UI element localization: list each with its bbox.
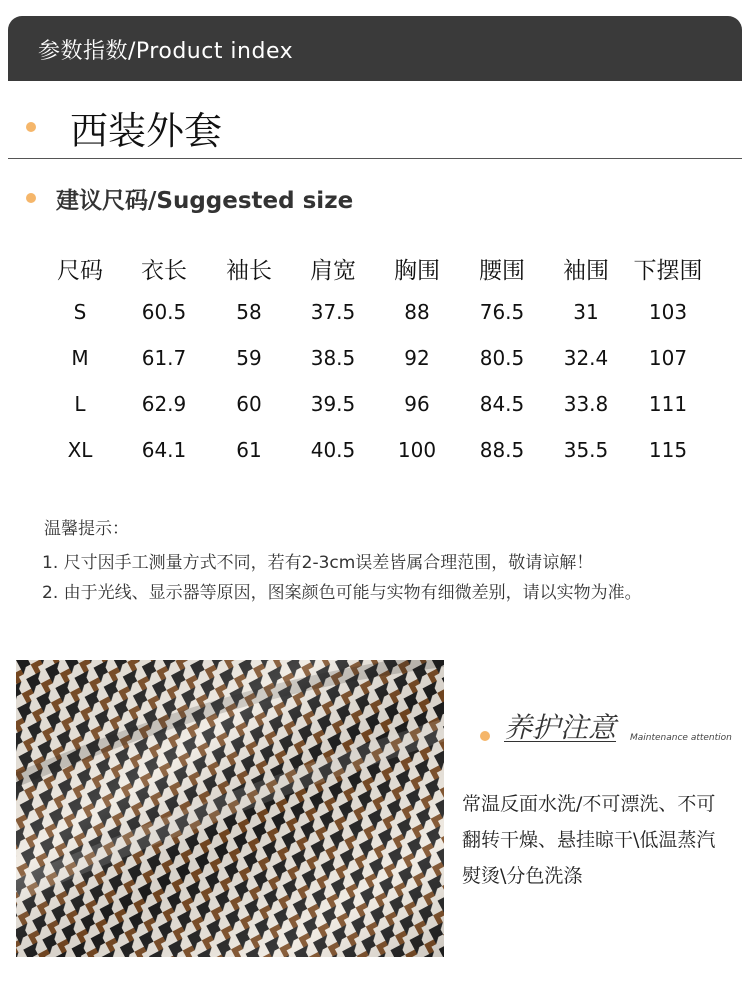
care-line: 常温反面水洗/不可漂洗、不可 <box>462 793 716 815</box>
table-cell: 60.5 <box>141 300 187 324</box>
care-subtitle: Maintenance attention <box>630 733 732 743</box>
table-cell: 61 <box>236 438 262 462</box>
bullet-dot-icon <box>26 122 36 132</box>
table-cell: 111 <box>648 392 688 416</box>
table-cell: 61.7 <box>141 346 187 370</box>
table-cell: 84.5 <box>479 392 525 416</box>
table-cell: 32.4 <box>563 346 609 370</box>
table-cell: 35.5 <box>563 438 609 462</box>
care-instructions <box>462 786 738 894</box>
column-header: 肩宽 <box>310 258 356 284</box>
care-line: 翻转干燥、悬挂晾干\低温蒸汽 <box>462 829 716 851</box>
column-header: 尺码 <box>57 258 103 284</box>
header-title: 参数指数/Product index <box>38 39 294 64</box>
table-row <box>0 392 750 432</box>
table-cell: S <box>73 300 87 324</box>
table-cell: 107 <box>648 346 688 370</box>
table-cell: 60 <box>236 392 262 416</box>
table-cell: 100 <box>397 438 437 462</box>
table-cell: 103 <box>648 300 688 324</box>
table-header-row <box>0 252 750 292</box>
column-header: 袖围 <box>563 258 609 284</box>
table-cell: L <box>74 392 86 416</box>
table-row <box>0 346 750 386</box>
column-header: 腰围 <box>479 258 525 284</box>
table-cell: 88 <box>404 300 430 324</box>
table-cell: 92 <box>404 346 430 370</box>
table-cell: 31 <box>573 300 599 324</box>
size-heading: 建议尺码/Suggested size <box>56 188 354 214</box>
table-cell: 64.1 <box>141 438 187 462</box>
table-cell: 37.5 <box>310 300 356 324</box>
table-cell: XL <box>67 438 93 462</box>
table-cell: 58 <box>236 300 262 324</box>
column-header: 衣长 <box>141 258 187 284</box>
bullet-dot-icon <box>480 731 490 741</box>
header-bar <box>8 16 742 81</box>
column-header: 胸围 <box>394 258 440 284</box>
care-line: 熨烫\分色洗涤 <box>462 865 583 887</box>
table-cell: 38.5 <box>310 346 356 370</box>
table-cell: 40.5 <box>310 438 356 462</box>
table-cell: 33.8 <box>563 392 609 416</box>
care-title: 养护注意 <box>504 711 617 744</box>
bullet-dot-icon <box>26 193 36 203</box>
divider <box>8 158 742 159</box>
table-row <box>0 438 750 478</box>
notes-title: 温馨提示： <box>44 519 129 539</box>
table-cell: M <box>71 346 89 370</box>
table-cell: 76.5 <box>479 300 525 324</box>
product-title: 西装外套 <box>70 109 223 153</box>
table-row <box>0 300 750 340</box>
table-cell: 80.5 <box>479 346 525 370</box>
fabric-image <box>16 660 444 957</box>
table-cell: 39.5 <box>310 392 356 416</box>
note-item: 2. 由于光线、显示器等原因，图案颜色可能与实物有细微差别，请以实物为准。 <box>42 583 642 603</box>
table-cell: 62.9 <box>141 392 187 416</box>
table-cell: 115 <box>648 438 688 462</box>
column-header: 下摆围 <box>633 258 703 284</box>
table-cell: 88.5 <box>479 438 525 462</box>
table-cell: 96 <box>404 392 430 416</box>
table-cell: 59 <box>236 346 262 370</box>
column-header: 袖长 <box>226 258 272 284</box>
note-item: 1. 尺寸因手工测量方式不同，若有2-3cm误差皆属合理范围，敬请谅解！ <box>42 553 594 573</box>
